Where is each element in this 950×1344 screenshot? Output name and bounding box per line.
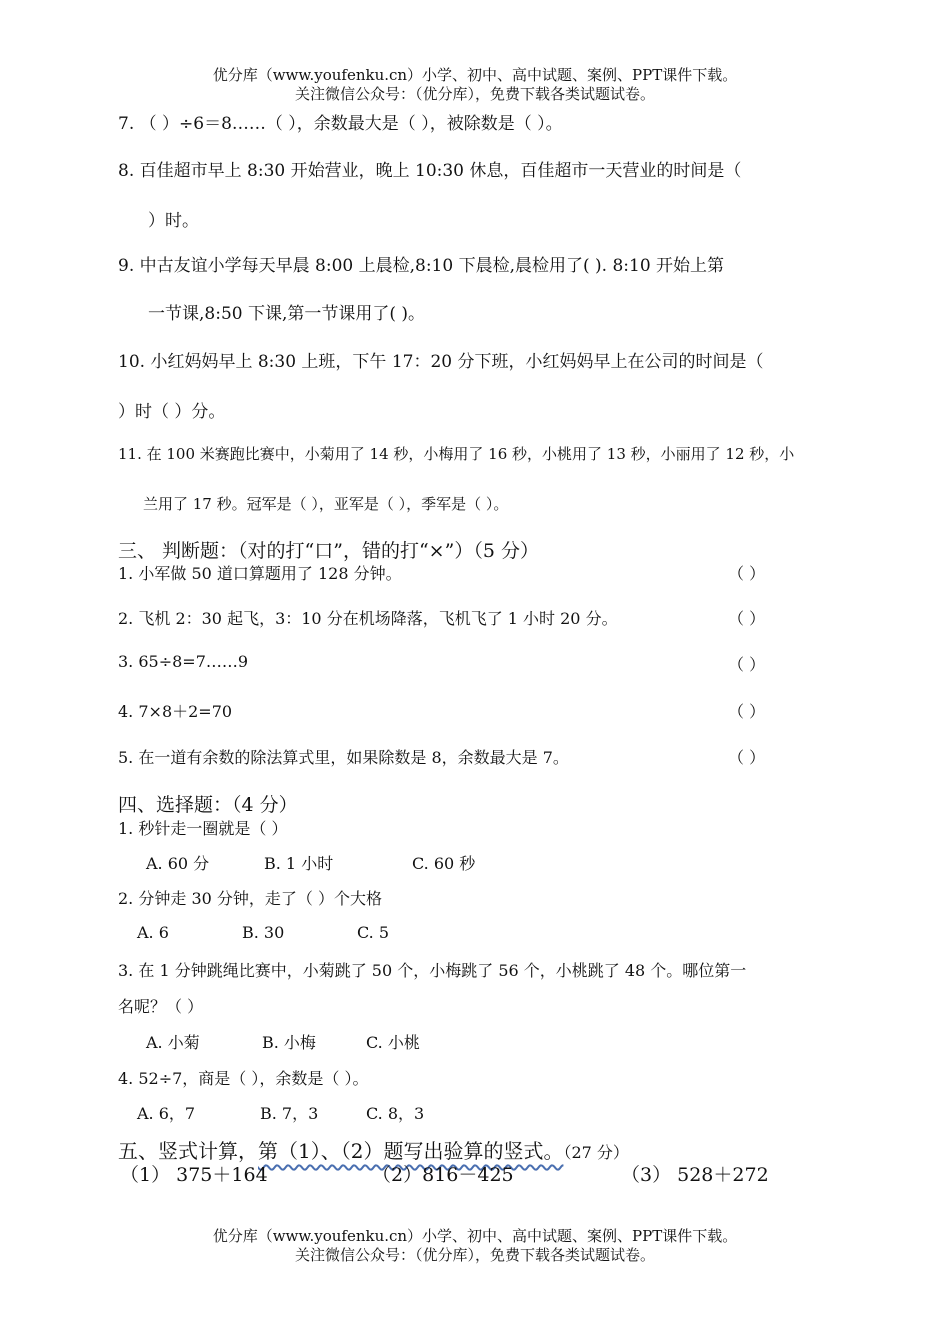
choice-question-3-line-2: 名呢？（ ）: [118, 997, 204, 1016]
choice-2-option-c: C. 5: [357, 923, 390, 942]
question-10-line-1: 10. 小红妈妈早上 8:30 上班，下午 17：20 分下班，小红妈妈早上在公司的时间是（: [118, 352, 764, 372]
judge-item-3: 3. 65÷8=7……9: [118, 652, 249, 671]
judge-item-2: 2. 飞机 2：30 起飞，3：10 分在机场降落，飞机飞了 1 小时 20 分。: [118, 609, 618, 628]
judge-answer-3: （ ）: [728, 655, 766, 674]
judge-answer-5: （ ）: [728, 748, 766, 767]
choice-3-option-b: B. 小梅: [262, 1033, 316, 1052]
choice-4-option-a: A. 6，7: [137, 1104, 196, 1123]
choice-question-3-line-1: 3. 在 1 分钟跳绳比赛中，小菊跳了 50 个，小梅跳了 56 个，小桃跳了 48 个。哪位第一: [118, 961, 747, 980]
judge-item-4: 4. 7×8＋2=70: [118, 702, 233, 721]
judge-answer-4: （ ）: [728, 702, 766, 721]
question-9-line-1: 9. 中古友谊小学每天早晨 8:00 上晨检,8:10 下晨检,晨检用了( ). 8:10 开始上第: [118, 256, 725, 276]
choice-question-1: 1. 秒针走一圈就是（ ）: [118, 819, 288, 838]
question-9-line-2: 一节课,8:50 下课,第一节课用了( )。: [148, 304, 426, 324]
judge-answer-2: （ ）: [728, 609, 766, 628]
choice-1-option-b: B. 1 小时: [264, 854, 334, 873]
footer-line-1: 优分库（www.youfenku.cn）小学、初中、高中试题、案例、PPT课件下载。: [212, 1227, 738, 1245]
calc-problem-2: （2）816－425: [372, 1164, 514, 1186]
header-line-2: 关注微信公众号：（优分库），免费下载各类试题试卷。: [294, 85, 655, 103]
judge-item-5: 5. 在一道有余数的除法算式里，如果除数是 8，余数最大是 7。: [118, 748, 569, 767]
judge-answer-1: （ ）: [728, 564, 766, 583]
choice-question-4: 4. 52÷7，商是（ ），余数是（ ）。: [118, 1069, 369, 1088]
calc-problem-3: （3） 528＋272: [621, 1164, 769, 1186]
calc-title-score: （27 分）: [563, 1143, 629, 1162]
question-8-line-1: 8. 百佳超市早上 8:30 开始营业，晚上 10:30 休息，百佳超市一天营业的时间是（: [118, 161, 742, 181]
footer-line-2: 关注微信公众号：（优分库），免费下载各类试题试卷。: [294, 1246, 655, 1264]
choice-2-option-b: B. 30: [242, 923, 285, 942]
question-11-line-2: 兰用了 17 秒。冠军是（ ），亚军是（ ），季军是（ ）。: [143, 495, 509, 513]
question-7: 7. （ ）÷6＝8……（ ），余数最大是（ ），被除数是（ ）。: [118, 114, 563, 134]
choice-1-option-c: C. 60 秒: [412, 854, 476, 873]
calc-title-wavy: 第（1）、（2）题写出验算的竖式。: [258, 1139, 564, 1163]
judge-item-1: 1. 小军做 50 道口算题用了 128 分钟。: [118, 564, 402, 583]
calc-problem-1: （1） 375＋164: [120, 1164, 268, 1186]
choice-3-option-a: A. 小菊: [146, 1033, 200, 1052]
question-10-line-2: ）时（ ）分。: [118, 402, 226, 422]
header-line-1: 优分库（www.youfenku.cn）小学、初中、高中试题、案例、PPT课件下载。: [212, 66, 738, 84]
choice-4-option-c: C. 8，3: [366, 1104, 425, 1123]
choice-section-title: 四、选择题：（4 分）: [118, 794, 298, 816]
choice-question-2: 2. 分钟走 30 分钟，走了（ ）个大格: [118, 889, 382, 908]
judge-section-title: 三、 判断题：（对的打“口”，错的打“×”）（5 分）: [118, 540, 539, 562]
calc-title-plain: 五、竖式计算，: [118, 1139, 258, 1163]
question-8-line-2: ）时。: [148, 211, 199, 231]
question-11-line-1: 11. 在 100 米赛跑比赛中，小菊用了 14 秒，小梅用了 16 秒，小桃用了 13 秒，小丽用了 12 秒，小: [118, 445, 795, 463]
choice-1-option-a: A. 60 分: [146, 854, 210, 873]
choice-3-option-c: C. 小桃: [366, 1033, 420, 1052]
choice-2-option-a: A. 6: [137, 923, 169, 942]
choice-4-option-b: B. 7，3: [260, 1104, 319, 1123]
